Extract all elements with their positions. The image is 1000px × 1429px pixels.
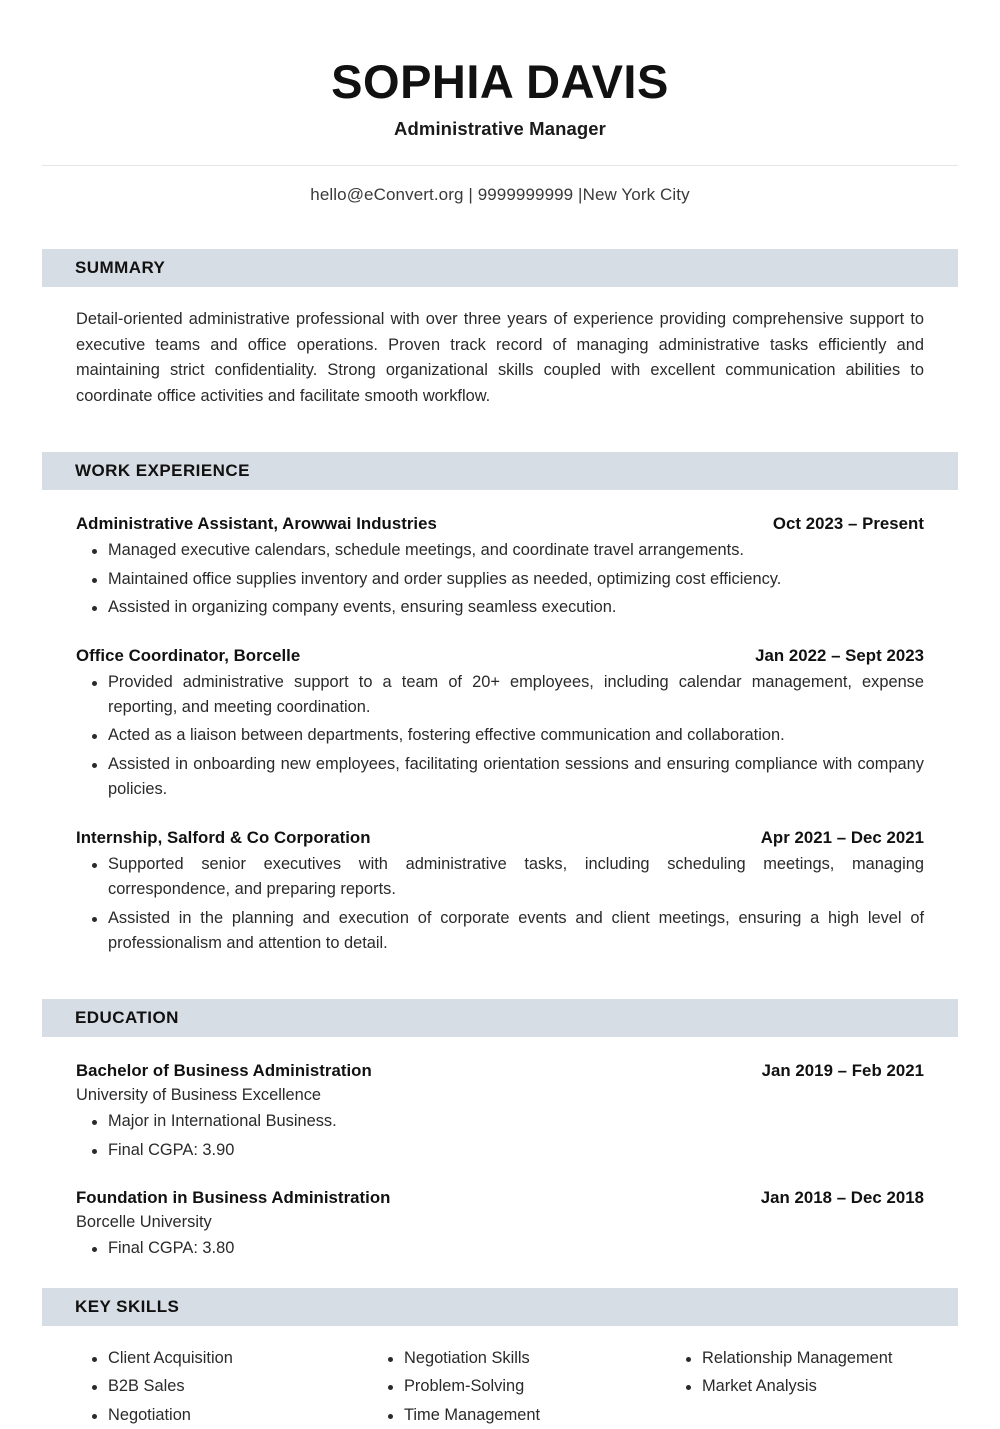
bullet-text: Assisted in the planning and execution of corporate events and client meetings, ensuring a high level of professionalism and attention to detail. bbox=[108, 908, 924, 952]
section-header-summary bbox=[42, 249, 958, 287]
education-entry-bullets bbox=[76, 1236, 924, 1261]
skill-item bbox=[76, 1346, 372, 1372]
bullet-item bbox=[76, 567, 924, 592]
resume-header bbox=[42, 0, 958, 140]
work-entry-header bbox=[76, 646, 924, 666]
skills-column bbox=[670, 1346, 924, 1429]
skill-text: Relationship Management bbox=[702, 1348, 893, 1367]
work-entry-title: Administrative Assistant, Arowwai Industries bbox=[76, 514, 437, 534]
summary-text: Detail-oriented administrative professional with over three years of experience providing comprehensive support to executive teams and office operations. Proven track record of managing administrative tasks efficiently and maintaining strict confidentiality. Strong organizational skills coupled with excellent communication abilities to coordinate office activities and facilitate smooth workflow. bbox=[76, 309, 924, 406]
work-experience-entries bbox=[42, 514, 958, 956]
skill-item bbox=[372, 1374, 670, 1400]
skills-column bbox=[372, 1346, 670, 1429]
education-entry-institution: Borcelle University bbox=[76, 1213, 212, 1232]
section-header-work-experience bbox=[42, 452, 958, 490]
work-entry-bullets bbox=[76, 670, 924, 803]
candidate-job-title: Administrative Manager bbox=[394, 117, 606, 139]
work-entry-bullets bbox=[76, 852, 924, 957]
education-entry bbox=[76, 1188, 924, 1261]
education-entry-date: Jan 2018 – Dec 2018 bbox=[760, 1188, 924, 1208]
education-entry-institution: University of Business Excellence bbox=[76, 1086, 322, 1105]
work-entry-date: Oct 2023 – Present bbox=[772, 514, 924, 534]
work-entry-title: Internship, Salford & Co Corporation bbox=[76, 827, 371, 847]
skill-item bbox=[670, 1346, 924, 1372]
skill-text: Time Management bbox=[404, 1406, 541, 1425]
skill-text: Negotiation bbox=[108, 1406, 191, 1425]
education-entry-bullets bbox=[76, 1109, 924, 1163]
skill-item bbox=[76, 1403, 372, 1429]
bullet-item bbox=[76, 670, 924, 721]
bullet-text: Assisted in organizing company events, ensuring seamless execution. bbox=[108, 598, 617, 617]
education-entry-header bbox=[76, 1061, 924, 1081]
education-entry-header bbox=[76, 1188, 924, 1208]
bullet-text: Final CGPA: 3.90 bbox=[108, 1140, 235, 1159]
section-header-education bbox=[42, 999, 958, 1037]
section-title-summary: SUMMARY bbox=[75, 257, 166, 277]
header-divider bbox=[42, 165, 958, 166]
bullet-item bbox=[76, 852, 924, 903]
work-entry bbox=[76, 514, 924, 620]
bullet-text: Assisted in onboarding new employees, facilitating orientation sessions and ensuring compliance with company policies. bbox=[108, 754, 924, 799]
candidate-name: SOPHIA DAVIS bbox=[331, 55, 669, 108]
work-entry-title: Office Coordinator, Borcelle bbox=[76, 645, 301, 665]
bullet-text: Major in International Business. bbox=[108, 1112, 337, 1131]
work-entry bbox=[76, 828, 924, 957]
skill-text: Problem-Solving bbox=[404, 1377, 525, 1396]
bullet-item bbox=[76, 752, 924, 803]
bullet-text: Maintained office supplies inventory and order supplies as needed, optimizing cost efficiency. bbox=[108, 569, 782, 588]
bullet-item bbox=[76, 1236, 924, 1261]
bullet-item bbox=[76, 1138, 924, 1163]
contact-line: hello@eConvert.org | 9999999999 |New York City bbox=[310, 184, 690, 204]
work-entry bbox=[76, 646, 924, 803]
bullet-text: Managed executive calendars, schedule meetings, and coordinate travel arrangements. bbox=[108, 541, 744, 560]
skill-item bbox=[670, 1374, 924, 1400]
section-title-key-skills: KEY SKILLS bbox=[75, 1296, 180, 1316]
skills-column bbox=[76, 1346, 372, 1429]
section-header-key-skills bbox=[42, 1288, 958, 1326]
skill-text: Negotiation Skills bbox=[404, 1348, 530, 1367]
education-entry bbox=[76, 1061, 924, 1163]
education-entries bbox=[42, 1061, 958, 1261]
key-skills-grid bbox=[42, 1346, 958, 1429]
skill-text: B2B Sales bbox=[108, 1377, 185, 1396]
skill-item bbox=[372, 1403, 670, 1429]
skill-item bbox=[372, 1346, 670, 1372]
work-entry-header bbox=[76, 828, 924, 848]
work-entry-date: Jan 2022 – Sept 2023 bbox=[755, 645, 924, 665]
section-title-education: EDUCATION bbox=[75, 1008, 179, 1028]
skill-text: Market Analysis bbox=[702, 1377, 817, 1396]
bullet-text: Final CGPA: 3.80 bbox=[108, 1239, 235, 1258]
work-entry-bullets bbox=[76, 538, 924, 620]
bullet-item bbox=[76, 1109, 924, 1134]
skill-text: Client Acquisition bbox=[108, 1348, 233, 1367]
work-entry-date: Apr 2021 – Dec 2021 bbox=[760, 827, 924, 847]
bullet-item bbox=[76, 595, 924, 620]
bullet-text: Supported senior executives with administrative tasks, including scheduling meetings, managing correspondence, and preparing reports. bbox=[108, 854, 924, 899]
education-entry-degree: Foundation in Business Administration bbox=[76, 1188, 391, 1208]
bullet-text: Acted as a liaison between departments, fostering effective communication and collaboration. bbox=[108, 726, 785, 745]
section-title-work-experience: WORK EXPERIENCE bbox=[75, 461, 250, 481]
bullet-item bbox=[76, 906, 924, 957]
skill-item bbox=[76, 1374, 372, 1400]
education-entry-degree: Bachelor of Business Administration bbox=[76, 1061, 372, 1081]
bullet-item bbox=[76, 538, 924, 563]
bullet-item bbox=[76, 723, 924, 748]
bullet-text: Provided administrative support to a team of 20+ employees, including calendar management, expense reporting, and meeting coordination. bbox=[108, 672, 924, 716]
work-entry-header bbox=[76, 514, 924, 534]
education-entry-date: Jan 2019 – Feb 2021 bbox=[761, 1061, 924, 1081]
